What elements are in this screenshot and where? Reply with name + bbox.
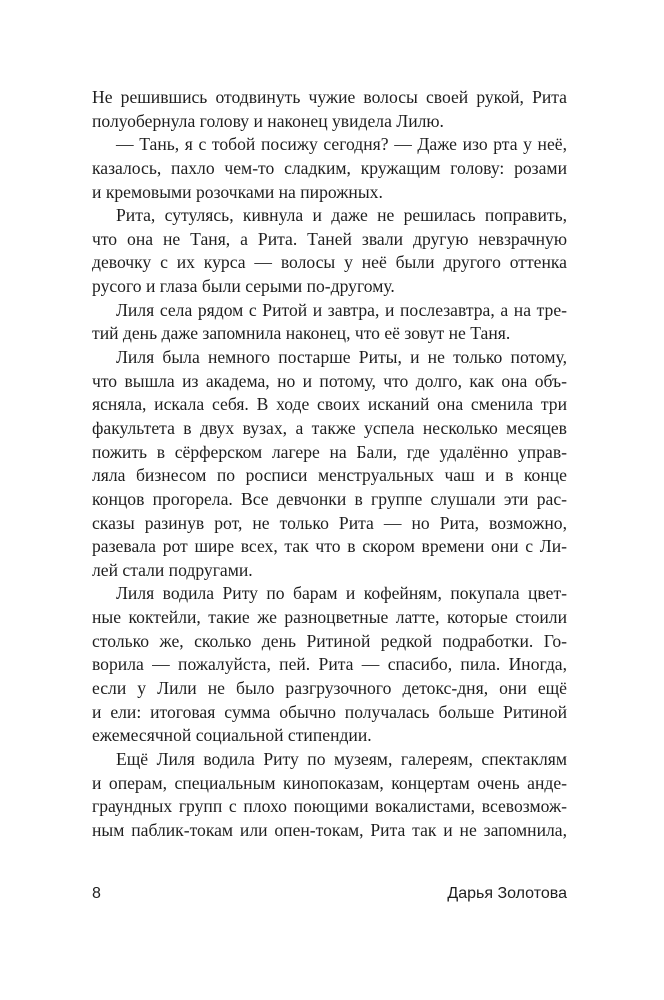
text-line: что вышла из академа, но и потому, что долго, как она объ- [92,370,567,391]
text-line: ежемесячной социальной стипендии. [92,725,372,746]
text-line: казалось, пахло чем-то сладким, кружащим голову: розами [92,157,567,178]
text-line: разевала рот шире всех, так что в скором времени они с Ли- [92,536,567,557]
text-line: столько же, сколько день Ритиной редкой подработки. Го- [92,630,567,651]
text-line: девочку с их курса — волосы у неё были другого оттенка [92,252,567,273]
text-line: граундных групп с плохо поющими вокалистами, всевозмож- [92,796,567,817]
text-line: и кремовыми розочками на пирожных. [92,181,383,202]
text-line: полуобернула голову и наконец увидела Лилю. [92,110,444,131]
paragraph [92,204,567,299]
text-line: Лиля водила Риту по барам и кофейням, покупала цвет- [116,583,567,604]
running-footer-author: Дарья Золотова [447,885,567,902]
text-line: Лиля была немного постарше Риты, и не только потому, [116,347,567,368]
text-line: — Тань, я с тобой посижу сегодня? — Даже изо рта у неё, [116,134,567,155]
paragraph [92,582,567,747]
text-line: Не решившись отодвинуть чужие волосы своей рукой, Рита [92,87,567,107]
paragraph [92,299,567,346]
paragraph [92,346,567,582]
text-line: концов прогорела. Все девчонки в группе слушали эти рас- [92,488,567,509]
text-line: Ещё Лиля водила Риту по музеям, галереям, спектаклям [116,748,567,769]
text-line: Лиля села рядом с Ритой и завтра, и послезавтра, а на тре- [116,299,567,320]
paragraph [92,133,567,204]
text-line: факультета в двух вузах, а также успела несколько месяцев [92,417,567,438]
text-line: русого и глаза были серыми по-другому. [92,276,395,297]
text-line: ясняла, искала себя. В ходе своих исканий она сменила три [92,394,567,415]
text-line: ворила — пожалуйста, пей. Рита — спасибо, пила. Иногда, [92,654,567,675]
text-line: если у Лили не было разгрузочного детокс-дня, они ещё [92,678,567,699]
paragraph [92,748,567,843]
text-line: сказы разинув рот, не только Рита — но Рита, возможно, [92,512,567,533]
text-line: и ели: итоговая сумма обычно получалась больше Ритиной [92,701,567,722]
text-line: ным паблик-токам или опен-токам, Рита так и не запомнила, [92,819,567,840]
page-number: 8 [92,885,101,902]
text-line: ные коктейли, такие же разноцветные латте, которые стоили [92,607,567,628]
page-footer [92,882,567,906]
text-line: пожить в сёрферском лагере на Бали, где удалённо управ- [92,441,567,462]
text-line: тий день даже запомнила наконец, что её зовут не Таня. [92,323,511,344]
text-line: и операм, специальным кинопоказам, концертам очень анде- [92,772,567,793]
book-page-text [92,86,567,843]
text-line: Рита, сутулясь, кивнула и даже не решилась поправить, [116,205,567,226]
text-line: лей стали подругами. [92,559,253,580]
text-line: что она не Таня, а Рита. Таней звали другую невзрачную [92,228,567,249]
paragraph [92,86,567,133]
text-line: ляла бизнесом по росписи менструальных чаш и в конце [92,465,567,486]
